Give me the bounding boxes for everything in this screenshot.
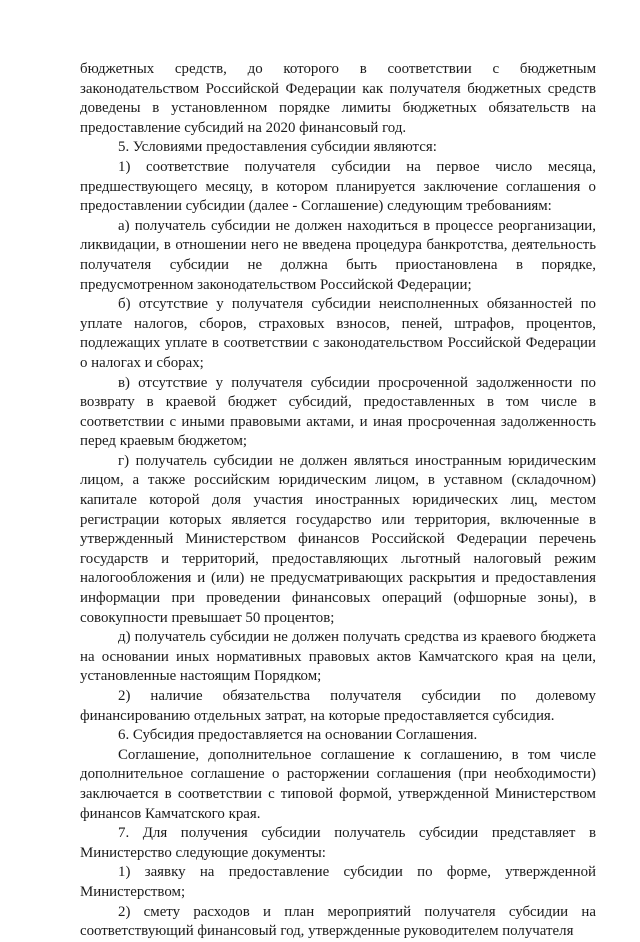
paragraph-item-g: г) получатель субсидии не должен являться иностранным юридическим лицом, а также российским юридическим лицом, в уставном (складочном) капитале которой доля участия иностранных юридических лиц, местом регистрации которых является государство или территория, включенные в утвержденный Министерством финансов Российской Федерации перечень государств и территорий, предоставляющих льготный налоговый режим налогообложения и (или) не предусматривающих раскрытия и предоставления информации при проведении финансовых операций (офшорные зоны), в совокупности превышает 50 процентов; (80, 452, 596, 626)
paragraph-doc-2: 2) смету расходов и план мероприятий получателя субсидии на соответствующий финансовый год, утвержденные руководителем получателя (80, 903, 596, 940)
document-page (80, 60, 596, 942)
paragraph-item-1: 1) соответствие получателя субсидии на первое число месяца, предшествующего месяцу, в котором планируется заключение соглашения о предоставлении субсидии (далее - Соглашение) следующим требованиям: (80, 158, 596, 215)
paragraph-agreement: Соглашение, дополнительное соглашение к соглашению, в том числе дополнительное соглашение о расторжении соглашения (при необходимости) заключается в соответствии с типовой формой, утвержденной Министерством финансов Камчатского края. (80, 746, 596, 822)
paragraph-item-d: д) получатель субсидии не должен получать средства из краевого бюджета на основании иных нормативных правовых актов Камчатского края на цели, установленные настоящим Порядком; (80, 629, 596, 685)
paragraph-clause-7: 7. Для получения субсидии получатель субсидии представляет в Министерство следующие документы: (80, 825, 596, 861)
paragraph-item-2: 2) наличие обязательства получателя субсидии по долевому финансированию отдельных затрат, на которые предоставляется субсидия. (80, 688, 596, 724)
paragraph-item-v: в) отсутствие у получателя субсидии просроченной задолженности по возврату в краевой бюджет субсидий, предоставленных в том числе в соответствии с иными правовыми актами, и иная просроченная задолженность перед краевым бюджетом; (80, 374, 596, 450)
paragraph-item-a: а) получатель субсидии не должен находиться в процессе реорганизации, ликвидации, в отношении него не введена процедура банкротства, деятельность получателя субсидии не должна быть приостановлена в порядке, предусмотренном законодательством Российской Федерации; (80, 217, 596, 293)
paragraph-doc-1: 1) заявку на предоставление субсидии по форме, утвержденной Министерством; (80, 864, 596, 900)
paragraph-clause-5: 5. Условиями предоставления субсидии являются: (118, 139, 437, 156)
paragraph-clause-6: 6. Субсидия предоставляется на основании Соглашения. (118, 727, 478, 744)
paragraph-continuation: бюджетных средств, до которого в соответствии с бюджетным законодательством Российской Федерации как получателя бюджетных средств доведены в установленном порядке лимиты бюджетных обязательств на предоставление субсидий на 2020 финансовый год. (80, 61, 596, 136)
paragraph-item-b: б) отсутствие у получателя субсидии неисполненных обязанностей по уплате налогов, сборов, страховых взносов, пеней, штрафов, процентов, подлежащих уплате в соответствии с законодательством Российской Федерации о налогах и сборах; (80, 296, 596, 371)
